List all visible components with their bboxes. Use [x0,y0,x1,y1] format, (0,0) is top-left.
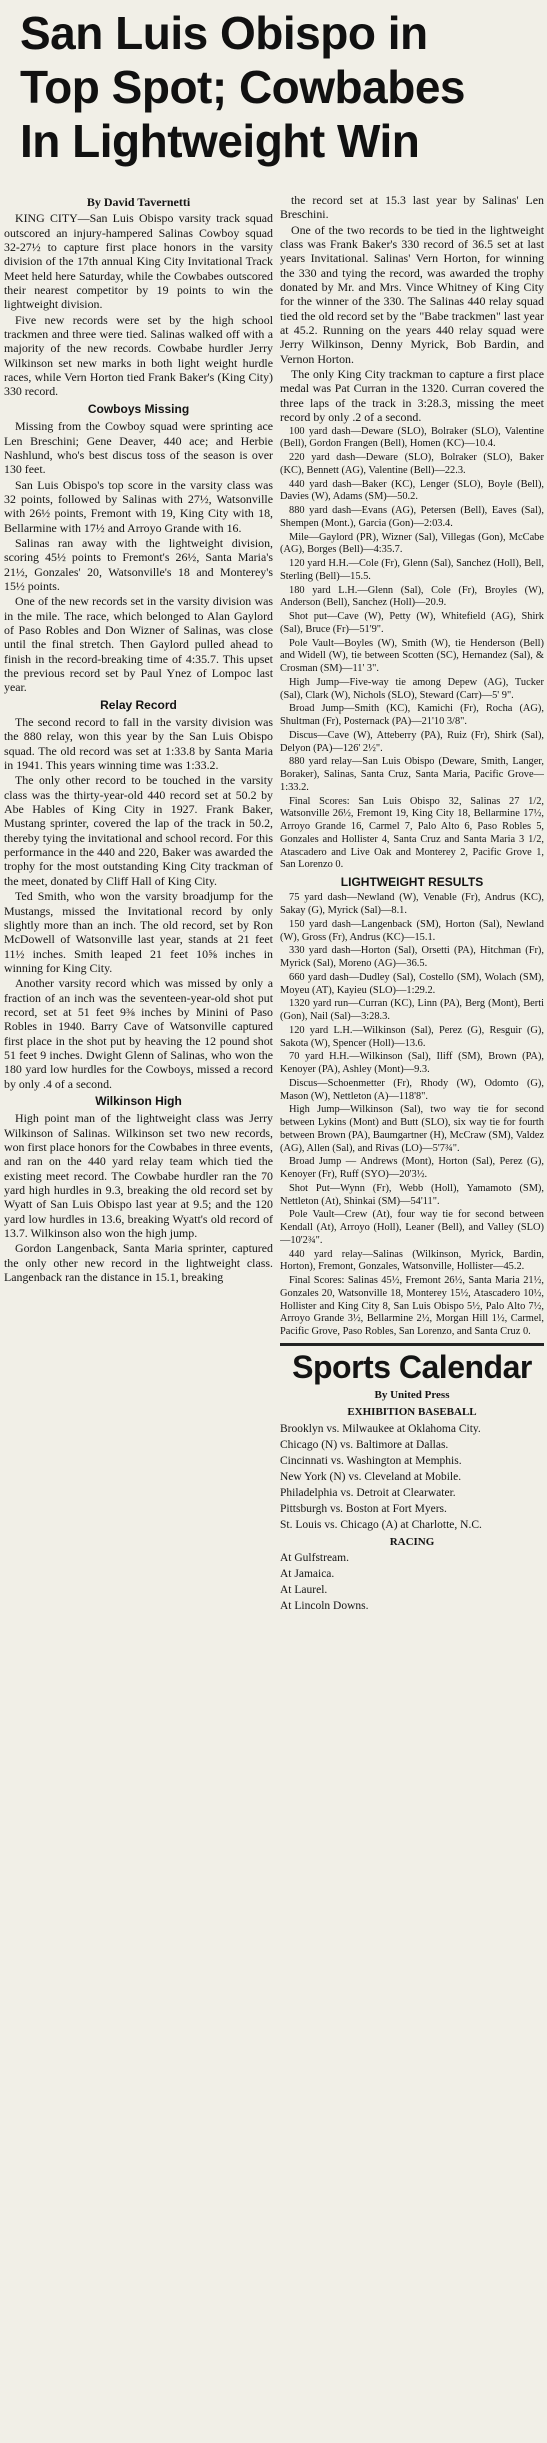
lightweight-results-heading: LIGHTWEIGHT RESULTS [340,875,484,889]
result-line: Broad Jump — Andrews (Mont), Horton (Sal), Perez (G), Kenoyer (Fr), Ruff (SYO)—20'3½. [280,1156,544,1181]
calendar-game: New York (N) vs. Cleveland at Mobile. [280,1470,462,1483]
headline-line: Top Spot; Cowbabes [20,61,466,113]
calendar-game: Chicago (N) vs. Baltimore at Dallas. [280,1438,449,1451]
result-line: Discus—Cave (W), Atteberry (PA), Ruiz (Fr), Shirk (Sal), Delyon (PA)—126' 2½". [280,729,544,754]
article-paragraph: High point man of the lightweight class was Jerry Wilkinson of Salinas. Wilkinson set two new records, won first place honors for the Cowbabes in three events, and ran on the 440 yard relay team which tied the existing meet record. The Cowbabe hurdler ran the 70 yard high hurdles in 9.3, breaking the old record set by Wyatt of San Luis Obispo last year at 9.5; and the 120 yard low hurdles in 13.6, breaking Wyatt's old record of 13.7. Wilkinson also won the high jump. [4,1111,273,1241]
article-paragraph: Ted Smith, who won the varsity broadjump for the Mustangs, missed the Invitational record by only slightly more than an inch. The old record, set by Ron McDowell of Watsonville last year, stands at 21 feet 11½ inches. Smith leaped 21 feet 10⅝ inches in winning for King City. [4,889,273,975]
result-line: 120 yard L.H.—Wilkinson (Sal), Perez (G), Resguir (G), Sakota (W), Spencer (Holl)—13.6. [280,1024,544,1049]
article-paragraph: The second record to fall in the varsity division was the 880 relay, won this year by the San Luis Obispo squad. The old record was set at 1:33.8 by Santa Maria in 1941. This years winning time was 1:33.2. [4,715,273,773]
sports-calendar-byline: By United Press [374,1388,450,1401]
result-line: High Jump—Wilkinson (Sal), two way tie for second between Lykins (Mont) and Butt (SLO), six way tie for fourth between Brown (PA), Baumgartner (H), McCraw (SM), Valdez (AG), Allen (Sal), and Rivas (LO)—5'7¾". [280,1104,544,1154]
byline: By David Tavernetti [86,195,191,209]
article-paragraph: The only other record to be touched in the varsity class was the thirty-year-old 440 record set at 50.2 by Abe Hables of King City in 1927. Frank Baker, Mustang sprinter, covered the lap of the track in 50.2, thereby tying the invitational and school record. For this performance in the 440 and 220, Baker was awarded the trophy for the most outstanding King City trackman of the meet, donated by Cliff Hall of King City. [4,773,273,888]
calendar-section-heading: RACING [389,1535,435,1548]
calendar-race: At Gulfstream. [280,1551,349,1564]
article-paragraph: One of the new records set in the varsity division was in the mile. The race, which belonged to Alan Gaylord of Paso Robles and Don Wizner of Salinas, was close until the final stretch. Then Gaylord pulled ahead to finish in the record-breaking time of 4:35.7. This upset the previous record set by Paul Ynez of Lompoc last year. [4,594,273,695]
result-line: Discus—Schoenmetter (Fr), Rhody (W), Odomto (G), Mason (W), Nettleton (A)—118'8". [280,1077,544,1102]
article-paragraph: One of the two records to be tied in the lightweight class was Frank Baker's 330 record of 36.5 set at last years Invitational. Salinas' Vern Horton, for winning the 330 and tying the record, was awarded the trophy donated by Mr. and Mrs. Vince Whitney of King City for the winner of the 330. The Salinas 440 relay squad tied the old record set by the "Babe trackmen" last year at 45.2. Running on the years 440 relay squad were Jerry Wilkinson, Denny Myrick, Bob Bardin, and Vernon Horton. [280,222,544,366]
result-line: 440 yard dash—Baker (KC), Lenger (SLO), Boyle (Bell), Davies (W), Adams (SM)—50.2. [280,478,544,503]
result-line: 150 yard dash—Langenback (SM), Horton (Sal), Newland (W), Gross (Fr), Andrus (KC)—15.1. [280,918,544,943]
subheading: Cowboys Missing [87,401,190,416]
lightweight-results [280,892,544,1339]
article-paragraph: The only King City trackman to capture a first place medal was Pat Curran in the 1320. Curran covered the three laps of the track in 3:28.3, missing the meet record by only .2 of a second. [280,367,544,425]
calendar-section-heading: EXHIBITION BASEBALL [347,1406,477,1419]
article-left-column [4,193,273,2438]
result-line: Mile—Gaylord (PR), Wizner (Sal), Villegas (Gon), McCabe (AG), Borges (Bell)—4:35.7. [280,531,544,556]
result-line: 1320 yard run—Curran (KC), Linn (PA), Berg (Mont), Berti (Gon), Nail (Sal)—3:28.3. [280,998,544,1023]
result-line: 330 yard dash—Horton (Sal), Orsetti (PA), Hitchman (Fr), Myrick (Sal), Moreno (AG)—36.5. [280,945,544,970]
article-paragraph: Gordon Langenback, Santa Maria sprinter, captured the only other new record in the lightweight class. Langenback ran the distance in 15.1, breaking [4,1241,273,1285]
sports-calendar-title: Sports Calendar [280,1343,544,1386]
article-paragraph: the record set at 15.3 last year by Salinas' Len Breschini. [280,193,544,222]
result-line: 660 yard dash—Dudley (Sal), Costello (SM), Wolach (SM), Moyeu (AT), Kayieu (SLO)—1:29.2. [280,971,544,996]
article-paragraph: Salinas ran away with the lightweight division, scoring 45½ points to Fremont's 26½, Santa Maria's 21½, Gonzales' 20, Watsonville's 18 and Monterey's 15½ points. [4,535,273,593]
headline [20,6,530,168]
varsity-results [280,426,544,873]
result-line: 75 yard dash—Newland (W), Venable (Fr), Andrus (KC), Sakay (G), Myrick (Sal)—8.1. [280,892,544,917]
sports-calendar [280,1343,544,1613]
result-line: Broad Jump—Smith (KC), Kamichi (Fr), Rocha (AG), Shultman (Fr), Posternack (PA)—21'10 3/8". [280,703,544,727]
result-line: Pole Vault—Crew (At), four way tie for second between Kendall (At), Arroyo (Holl), Leaner (Bell), and Valley (SLO)—10'2¾". [280,1209,544,1246]
calendar-game: Pittsburgh vs. Boston at Fort Myers. [280,1502,447,1515]
result-line: 880 yard relay—San Luis Obispo (Deware, Smith, Langer, Boraker), Salinas, Santa Cruz, Santa Maria, Pacific Grove—1:33.2. [280,756,544,793]
result-line: Shot Put—Wynn (Fr), Webb (Holl), Yamamoto (SM), Nettleton (At), Shinkai (SM)—54'11". [280,1182,544,1207]
calendar-race: At Laurel. [280,1583,328,1596]
calendar-race: At Lincoln Downs. [280,1599,369,1612]
headline-line: In Lightweight Win [20,115,420,167]
result-line: 880 yard dash—Evans (AG), Petersen (Bell), Eaves (Sal), Shempen (Mont.), Garcia (Gon)—2:03.4. [280,505,544,529]
article-paragraph: Five new records were set by the high school trackmen and three were tied. Salinas walked off with a majority of the new records. Cowbabe hurdler Jerry Wilkinson set new marks in both light weight hurdle races, while Vern Horton tied Frank Baker's (King City) 330 record. [4,312,273,399]
article-right-column [280,193,544,2438]
calendar-race: At Jamaica. [280,1567,335,1580]
calendar-game: Cincinnati vs. Washington at Memphis. [280,1454,462,1467]
result-line: Final Scores: San Luis Obispo 32, Salinas 27 1/2, Watsonville 26½, Fremont 19, King City 18, Bellarmine 17½, Arroyo Grande 16, Carmel 7, Palo Alto 6, Paso Robles 5, Gonzales and Hollister 4, Santa Cruz and Santa Maria 3 1/2, Atascadero and Live Oak and Monterey 2, Pacific Grove 1, San Lorenzo 0. [280,795,544,871]
result-line: 440 yard relay—Salinas (Wilkinson, Myrick, Bardin, Horton), Fremont, Gonzales, Watsonville, Hollister—45.2. [280,1248,544,1273]
article-paragraph: San Luis Obispo's top score in the varsity class was 32 points, followed by Salinas with 27½, Watsonville with 26½ points, Fremont with 19, King City with 18, Bellarmine with 17½ and Arroyo Grande with 16. [4,477,273,535]
article-paragraph: Another varsity record which was missed by only a fraction of an inch was the seventeen-year-old shot put record, set at 51 feet 9⅜ inches by Minini of Paso Robles in 1940. Barry Cave of Watsonville captured first place in the shot put by heaving the 12 pound shot 51 feet 9 inches. Dwight Glenn of Salinas, who won the 180 yard low hurdles for the Cowboys, missed a record by only .4 of a second. [4,976,273,1091]
result-line: 100 yard dash—Deware (SLO), Bolraker (SLO), Valentine (Bell), Gordon Frangen (Bell), Homen (KC)—10.4. [280,425,544,450]
result-line: 180 yard L.H.—Glenn (Sal), Cole (Fr), Broyles (W), Anderson (Bell), Sanchez (Holl)—20.9. [280,584,544,609]
calendar-game: Philadelphia vs. Detroit at Clearwater. [280,1486,456,1499]
article-paragraph: KING CITY—San Luis Obispo varsity track squad outscored an injury-hampered Salinas Cowboy squad 32-27½ to capture first place honors in the varsity division of the 17th annual King City Invitational Track Meet held here Saturday, while the Cowbabes outscored their nearest competitor by 19 points to win the lightweight division. [4,211,273,312]
result-line: 120 yard H.H.—Cole (Fr), Glenn (Sal), Sanchez (Holl), Bell, Sterling (Bell)—15.5. [280,558,544,582]
calendar-game: St. Louis vs. Chicago (A) at Charlotte, N.C. [280,1518,482,1531]
result-line: Pole Vault—Boyles (W), Smith (W), tie Henderson (Bell) and Widell (W), tie between Scotten (SC), Hernandez (Sal), & Crosman (SM)—11' 3". [280,637,544,674]
headline-line: San Luis Obispo in [20,7,428,59]
calendar-game: Brooklyn vs. Milwaukee at Oklahoma City. [280,1422,481,1435]
subheading: Relay Record [100,697,177,712]
result-line: Shot put—Cave (W), Petty (W), Whitefield (AG), Shirk (Sal), Bruce (Fr)—51'9". [280,611,544,635]
result-line: Final Scores: Salinas 45½, Fremont 26½, Santa Maria 21½, Gonzales 20, Watsonville 18, Monterey 15½, Atascadero 10½, Hollister and King City 8, San Luis Obispo 5½, Palo Alto 7½, Arroyo Grande 3½, Bellarmine 2½, Morgan Hill 1½, Carmel, Pacific Grove, Paso Robles, San Lorenzo, and Santa Cruz 0. [280,1275,544,1338]
result-line: 220 yard dash—Deware (SLO), Bolraker (SLO), Baker (KC), Bennett (AG), Valentine (Bell)—22.3. [280,452,544,476]
result-line: 70 yard H.H.—Wilkinson (Sal), Iliff (SM), Brown (PA), Kenoyer (PA), Ashley (Mont)—9.3. [280,1051,544,1076]
subheading: Wilkinson High [95,1093,182,1108]
result-line: High Jump—Five-way tie among Depew (AG), Tucker (Sal), Clark (W), Nichols (SLO), Steward (Carr)—5' 9". [280,676,544,701]
article-paragraph: Missing from the Cowboy squad were sprinting ace Len Breschini; Gene Deaver, 440 ace; and Herbie Nashlund, who's best discus toss of the season is over 130 feet. [4,419,273,477]
